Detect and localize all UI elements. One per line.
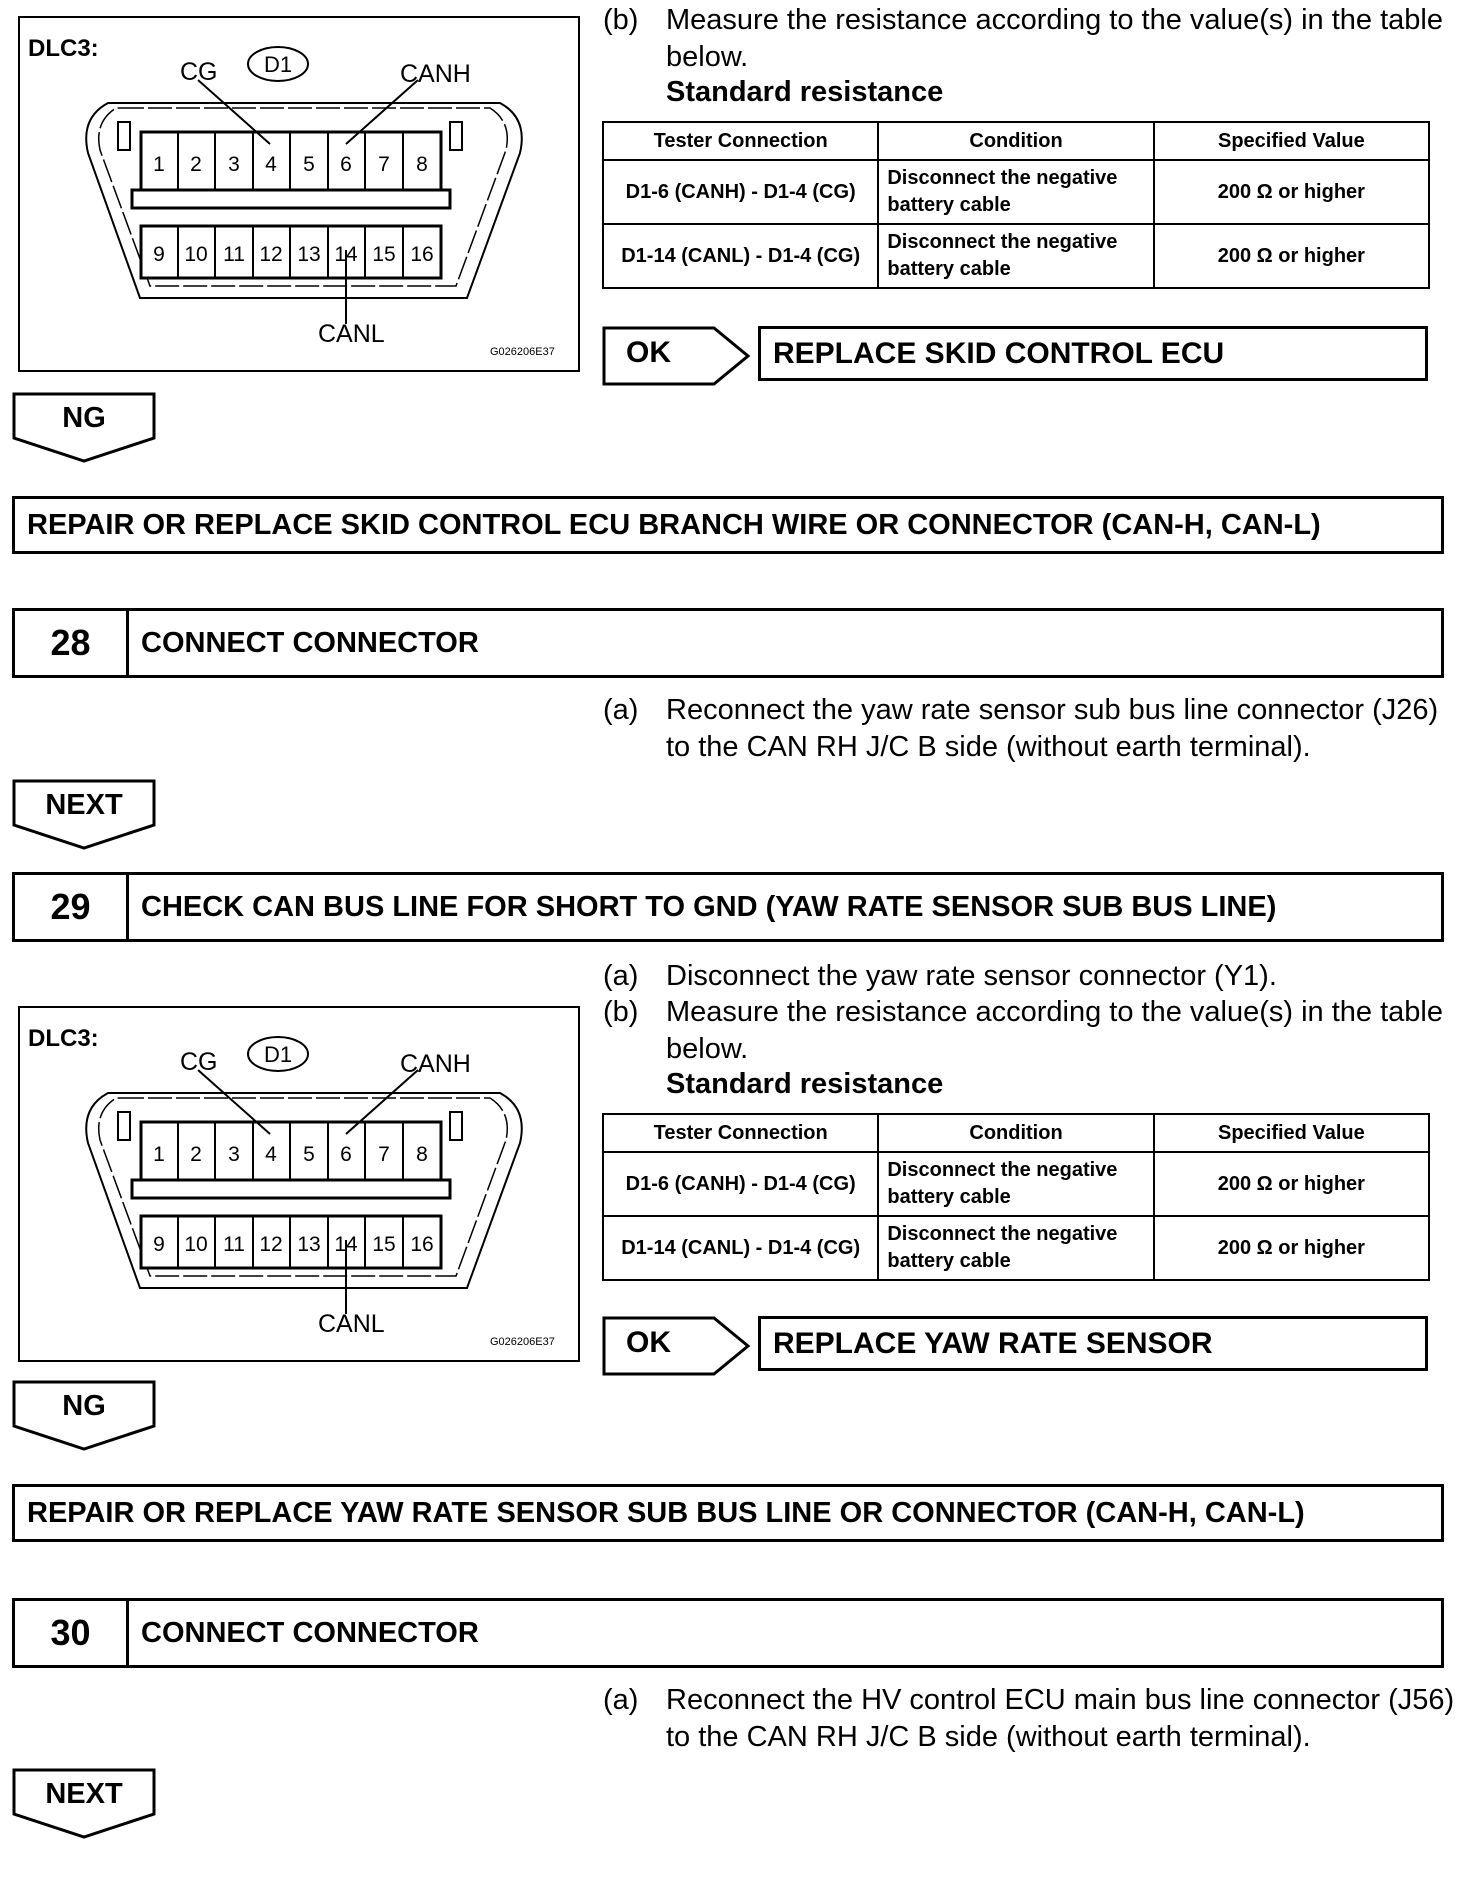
pin-number: 9 — [153, 243, 165, 266]
figure-code: G026206E37 — [490, 1336, 555, 1348]
table-header: Specified Value — [1154, 122, 1429, 160]
canh-label: CANH — [400, 60, 471, 88]
pin-number: 7 — [378, 1143, 390, 1166]
step30-header — [12, 1598, 1444, 1668]
instruction-letter: (b) — [603, 4, 639, 36]
step29-instruction-a — [603, 958, 1463, 995]
table-header: Specified Value — [1154, 1114, 1429, 1152]
tester-connection-cell: D1-6 (CANH) - D1-4 (CG) — [603, 160, 878, 224]
right-latch — [450, 1112, 462, 1140]
cg-label: CG — [180, 1048, 218, 1076]
standard-resistance-title: Standard resistance — [666, 1068, 944, 1100]
ng-label: NG — [62, 402, 106, 434]
connector-id-label: D1 — [263, 52, 293, 77]
canl-label: CANL — [318, 1310, 385, 1338]
instruction-letter: (a) — [603, 1684, 639, 1716]
connector-center-bar — [132, 190, 450, 208]
pin-number: 1 — [153, 1143, 165, 1166]
connector-center-bar — [132, 1180, 450, 1198]
step-number: 30 — [15, 1601, 129, 1665]
instruction-text: Disconnect the yaw rate sensor connector (Y1). — [666, 960, 1277, 992]
step-number: 28 — [15, 611, 129, 675]
specified-value-cell: 200 Ω or higher — [1154, 1152, 1429, 1216]
step-title: CONNECT CONNECTOR — [141, 627, 479, 659]
cg-label: CG — [180, 58, 218, 86]
step28-instruction-a — [603, 692, 1463, 772]
pin-number: 12 — [259, 1233, 283, 1256]
ng-branch — [12, 392, 160, 464]
canl-label: CANL — [318, 320, 385, 348]
next-label: NEXT — [45, 1778, 123, 1810]
dlc3-label: DLC3: — [28, 35, 99, 62]
tester-connection-cell: D1-14 (CANL) - D1-4 (CG) — [603, 224, 878, 288]
pin-number: 4 — [265, 153, 277, 176]
pin-number: 2 — [190, 153, 202, 176]
ok-branch — [602, 1316, 752, 1376]
pin-number: 5 — [303, 153, 315, 176]
pin-number: 1 — [153, 153, 165, 176]
pin-number: 7 — [378, 153, 390, 176]
pin-number: 6 — [340, 1143, 352, 1166]
figure-code: G026206E37 — [490, 346, 555, 358]
pin-number: 14 — [334, 1233, 358, 1256]
ok-label: OK — [626, 336, 671, 369]
resistance-table — [602, 121, 1430, 289]
pin-number: 2 — [190, 1143, 202, 1166]
pin-number: 11 — [223, 243, 245, 266]
resistance-table — [602, 1113, 1430, 1281]
table-header: Condition — [878, 1114, 1153, 1152]
condition-cell: Disconnect the negative battery cable — [878, 1152, 1153, 1216]
pin-number: 13 — [297, 1233, 321, 1256]
ok-result-box: REPLACE YAW RATE SENSOR — [758, 1316, 1428, 1371]
pin-number: 4 — [265, 1143, 277, 1166]
condition-cell: Disconnect the negative battery cable — [878, 1216, 1153, 1280]
dlc3-diagram — [20, 1008, 578, 1360]
table-row — [603, 160, 1429, 224]
pin-number: 15 — [372, 1233, 396, 1256]
instruction-letter: (b) — [603, 996, 639, 1028]
ok-branch — [602, 326, 752, 386]
instruction-text: Reconnect the yaw rate sensor sub bus line connector (J26) to the CAN RH J/C B side (without earth terminal). — [666, 694, 1439, 763]
dlc3-diagram — [20, 18, 578, 370]
pin-number: 14 — [334, 243, 358, 266]
pin-number: 6 — [340, 153, 352, 176]
pin-number: 8 — [416, 153, 428, 176]
ok-label: OK — [626, 1326, 671, 1359]
instruction-text: Measure the resistance according to the value(s) in the table below. — [666, 996, 1443, 1065]
step29-header — [12, 872, 1444, 942]
step29-instruction-b — [603, 994, 1463, 1074]
ng-branch — [12, 1380, 160, 1452]
pin-number: 5 — [303, 1143, 315, 1166]
pin-number: 15 — [372, 243, 396, 266]
step-number: 29 — [15, 875, 129, 939]
ng-result-box: REPAIR OR REPLACE YAW RATE SENSOR SUB BUS LINE OR CONNECTOR (CAN-H, CAN-L) — [12, 1484, 1444, 1542]
step27-instruction-b — [603, 2, 1463, 82]
step-title: CONNECT CONNECTOR — [141, 1617, 479, 1649]
step-title: CHECK CAN BUS LINE FOR SHORT TO GND (YAW RATE SENSOR SUB BUS LINE) — [141, 891, 1277, 923]
table-header: Condition — [878, 122, 1153, 160]
right-latch — [450, 122, 462, 150]
dlc3-connector-figure — [18, 16, 580, 372]
tester-connection-cell: D1-14 (CANL) - D1-4 (CG) — [603, 1216, 878, 1280]
standard-resistance-title: Standard resistance — [666, 76, 944, 108]
ng-result-box: REPAIR OR REPLACE SKID CONTROL ECU BRANCH WIRE OR CONNECTOR (CAN-H, CAN-L) — [12, 496, 1444, 554]
table-row — [603, 1152, 1429, 1216]
left-latch — [118, 122, 130, 150]
specified-value-cell: 200 Ω or higher — [1154, 1216, 1429, 1280]
pin-number: 3 — [228, 153, 240, 176]
ok-arrow-icon — [602, 326, 752, 386]
table-header: Tester Connection — [603, 1114, 878, 1152]
connector-id-label: D1 — [263, 1042, 293, 1067]
instruction-letter: (a) — [603, 960, 639, 992]
pin-number: 12 — [259, 243, 283, 266]
condition-cell: Disconnect the negative battery cable — [878, 224, 1153, 288]
step30-instruction-a — [603, 1682, 1463, 1762]
left-latch — [118, 1112, 130, 1140]
table-row — [603, 224, 1429, 288]
specified-value-cell: 200 Ω or higher — [1154, 224, 1429, 288]
step28-header — [12, 608, 1444, 678]
pin-number: 16 — [410, 243, 434, 266]
tester-connection-cell: D1-6 (CANH) - D1-4 (CG) — [603, 1152, 878, 1216]
instruction-text: Measure the resistance according to the value(s) in the table below. — [666, 4, 1443, 73]
pin-number: 16 — [410, 1233, 434, 1256]
instruction-text: Reconnect the HV control ECU main bus line connector (J56) to the CAN RH J/C B side (without earth terminal). — [666, 1684, 1455, 1753]
ng-label: NG — [62, 1390, 106, 1422]
instruction-letter: (a) — [603, 694, 639, 726]
specified-value-cell: 200 Ω or higher — [1154, 160, 1429, 224]
pin-number: 11 — [223, 1233, 245, 1256]
pin-number: 13 — [297, 243, 321, 266]
dlc3-connector-figure — [18, 1006, 580, 1362]
table-header: Tester Connection — [603, 122, 878, 160]
ok-arrow-icon — [602, 1316, 752, 1376]
canh-label: CANH — [400, 1050, 471, 1078]
table-row — [603, 1216, 1429, 1280]
pin-number: 10 — [184, 243, 208, 266]
dlc3-label: DLC3: — [28, 1025, 99, 1052]
condition-cell: Disconnect the negative battery cable — [878, 160, 1153, 224]
pin-number: 8 — [416, 1143, 428, 1166]
ok-result-box: REPLACE SKID CONTROL ECU — [758, 326, 1428, 381]
next-label: NEXT — [45, 789, 123, 821]
pin-number: 3 — [228, 1143, 240, 1166]
next-branch — [12, 1768, 160, 1840]
next-branch — [12, 779, 160, 851]
pin-number: 9 — [153, 1233, 165, 1256]
pin-number: 10 — [184, 1233, 208, 1256]
